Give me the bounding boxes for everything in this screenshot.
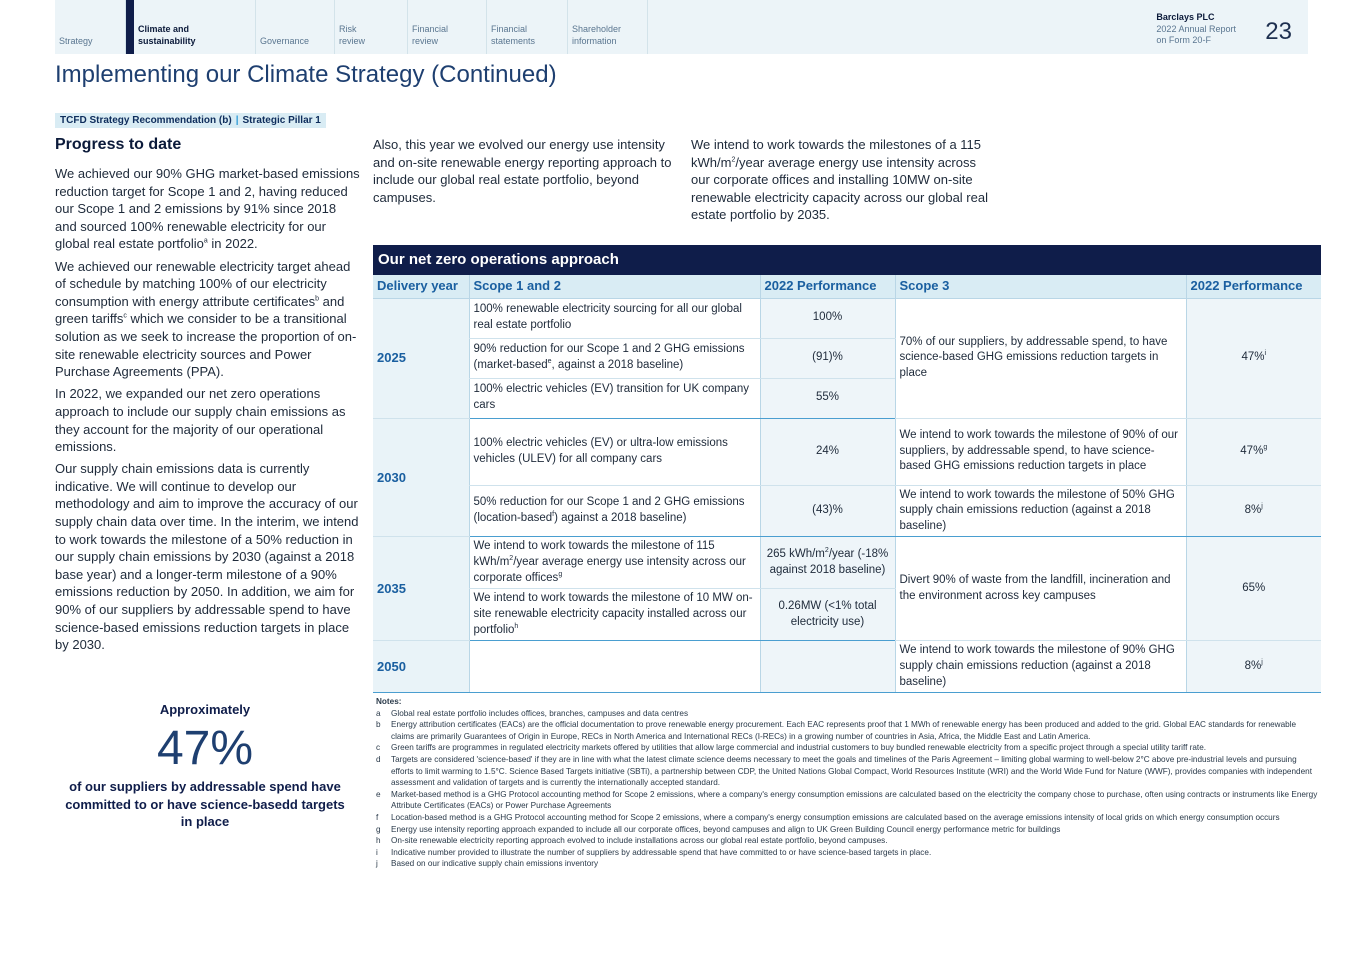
company-name: Barclays PLC	[1156, 12, 1215, 22]
approach-table	[373, 275, 1321, 693]
scope12-text: 100% electric vehicles (EV) transition for UK company cars	[469, 378, 760, 418]
scope3-text: We intend to work towards the milestone of 90% of our suppliers, by addressable spend, to have science-based GHG emissions reduction targets in place	[895, 418, 1186, 485]
tcfd-label	[55, 113, 326, 128]
scope12-text: 50% reduction for our Scope 1 and 2 GHG emissions (location-based$^f$) against a 2018 baseline)	[469, 485, 760, 537]
footnotes	[376, 696, 1321, 870]
paragraph-4: Our supply chain emissions data is currently indicative. We will continue to develop our methodology and aim to improve the accuracy of our supply chain data over time. In the interim, we intend to work towards the milestone of a 50% reduction in our supply chain emissions by 2030 (against a 2018 base year) and a longer-term milestone of a 90% emissions reduction by 2050. In addition, we aim for 90% of our suppliers by addressable spend to have science-based emissions reduction targets in place by 2030.	[55, 461, 359, 653]
scope12-text-empty	[469, 641, 760, 693]
tab-climate-and-sustainability[interactable]: Climate and sustainability	[134, 0, 256, 54]
scope12-text: We intend to work towards the milestone of 115 kWh/$m^2$/year average energy use intensity across our corporate offices$^g$	[469, 537, 760, 589]
year-2050: 2050	[373, 641, 469, 693]
note-item: i Indicative number provided to illustrate the number of suppliers by addressable spend that have committed to or have science-based targets in place.	[376, 847, 932, 857]
scope12-perf: (91)%	[760, 338, 895, 378]
tab-shareholder-information[interactable]: Shareholder information	[568, 0, 648, 54]
scope12-perf: 265 kWh/$m^2$/year (-18% against 2018 baseline)	[760, 537, 895, 589]
stat-approx: Approximately	[159, 702, 251, 717]
active-tab-marker	[126, 0, 134, 54]
note-item: j Based on our indicative supply chain emissions inventory	[376, 859, 599, 869]
header-delivery-year: Delivery year	[373, 275, 469, 298]
scope12-perf: 55%	[760, 378, 895, 418]
header-scope-3: Scope 3	[895, 275, 1186, 298]
note-item: f Location-based method is a GHG Protocol accounting method for Scope 2 emissions, where a company's energy consumption emissions are calculated based on the average emissions intensity of local grids on which energy consumption occurs	[376, 812, 1280, 822]
scope3-text: We intend to work towards the milestone of 50% GHG supply chain emissions reduction (against a 2018 baseline)	[895, 485, 1186, 537]
scope3-perf: 8%$^j$	[1186, 641, 1321, 693]
year-2030: 2030	[373, 418, 469, 537]
tab-strategy[interactable]: Strategy	[55, 0, 126, 54]
table-row	[373, 298, 1321, 338]
note-item: e Market-based method is a GHG Protocol accounting method for Scope 2 emissions, where a company's energy consumption emissions are calculated based on the electricity the company chose to purchase, often using contracts or instruments like Energy Attribute Certificates (EACs) or Power Purchase Agreements	[376, 789, 1318, 811]
note-item: a Global real estate portfolio includes offices, branches, campuses and data centres	[376, 708, 689, 718]
header-scope-1-2: Scope 1 and 2	[469, 275, 760, 298]
table-title: Our net zero operations approach	[373, 245, 1321, 275]
table-row	[373, 641, 1321, 693]
scope12-text: 100% electric vehicles (EV) or ultra-low emissions vehicles (ULEV) for all company cars	[469, 418, 760, 485]
tcfd-pillar: Strategic Pillar 1	[242, 115, 321, 126]
scope12-perf: 100%	[760, 298, 895, 338]
note-item: h On-site renewable electricity reporting approach evolved to include installations across our global real estate portfolio, beyond campuses.	[376, 836, 888, 846]
notes-heading: Notes:	[376, 697, 402, 706]
scope3-text: We intend to work towards the milestone of 90% GHG supply chain emissions reduction (against a 2018 baseline)	[895, 641, 1186, 693]
paragraph-2: We achieved our renewable electricity target ahead of schedule by matching 100% of our electricity consumption with energy attribute certificates$^b$ and green tariffs$^c$ which we consider to be a transitional solution as we seek to increase the proportion of on-site renewable electricity sources and Power Purchase Agreements (PPA).	[55, 258, 357, 380]
page-number: 23	[1265, 18, 1292, 45]
scope12-perf-empty	[760, 641, 895, 693]
table-row	[373, 537, 1321, 589]
scope12-perf: 24%	[760, 418, 895, 485]
tcfd-recommendation: TCFD Strategy Recommendation (b)	[60, 115, 232, 126]
tcfd-separator: |	[235, 115, 239, 126]
scope3-perf: 47%$^g$	[1186, 418, 1321, 485]
table-row	[373, 485, 1321, 537]
scope12-text: 90% reduction for our Scope 1 and 2 GHG emissions (market-based$^e$, against a 2018 baseline)	[469, 338, 760, 378]
middle-paragraph: Also, this year we evolved our energy use intensity and on-site renewable energy reporting approach to include our global real estate portfolio, beyond campuses.	[373, 137, 672, 205]
table-header-row	[373, 275, 1321, 298]
left-column	[55, 165, 360, 658]
scope12-perf: 0.26MW (<1% total electricity use)	[760, 589, 895, 641]
table-row	[373, 418, 1321, 485]
tab-governance[interactable]: Governance	[256, 0, 335, 54]
report-brand	[1156, 12, 1236, 47]
scope3-text: 70% of our suppliers, by addressable spend, to have science-based GHG emissions reduction targets in place	[895, 298, 1186, 418]
paragraph-3: In 2022, we expanded our net zero operations approach to include our supply chain emissions as they account for the majority of our operational emissions.	[55, 386, 346, 455]
supplier-stat	[65, 702, 345, 831]
stat-description: of our suppliers by addressable spend have committed to or have science-basedd targets in place	[65, 779, 345, 829]
stat-value: 47%	[156, 722, 254, 775]
note-item: b Energy attribution certificates (EACs) are the official documentation to prove renewable energy procurement. Each EAC represents proof that 1 MWh of renewable energy has been produced and added to the grid. Global EAC standards for renewable claims are primarily Guarantees of Origin in Europe, RECs in North America and International RECs (I-RECs) in a growing number of countries in Asia, Africa, the Middle East and Latin America.	[376, 720, 1297, 741]
scope3-perf: 8%$^j$	[1186, 485, 1321, 537]
scope12-text: 100% renewable electricity sourcing for all our global real estate portfolio	[469, 298, 760, 338]
year-2035: 2035	[373, 537, 469, 641]
tab-risk-review[interactable]: Risk review	[335, 0, 408, 54]
right-paragraph: We intend to work towards the milestones of a 115 kWh/$m^2$/year average energy use intensity across our corporate offices and installing 10MW on-site renewable electricity capacity across our global real estate portfolio by 2035.	[691, 137, 988, 223]
header-performance-2: 2022 Performance	[1186, 275, 1321, 298]
scope3-perf: 65%	[1186, 537, 1321, 641]
year-2025: 2025	[373, 298, 469, 418]
header-performance-1: 2022 Performance	[760, 275, 895, 298]
net-zero-table	[373, 245, 1321, 693]
scope12-text: We intend to work towards the milestone of 10 MW on-site renewable electricity capacity installed across our portfolio$^h$	[469, 589, 760, 641]
page-title: Implementing our Climate Strategy (Continued)	[55, 61, 557, 88]
tab-financial-review[interactable]: Financial review	[408, 0, 487, 54]
scope3-text: Divert 90% of waste from the landfill, incineration and the environment across key campuses	[895, 537, 1186, 641]
scope3-perf: 47%$^i$	[1186, 298, 1321, 418]
note-item: g Energy use intensity reporting approach expanded to include all our corporate offices, beyond campuses and align to UK Green Building Council energy performance metric for buildings	[376, 824, 1061, 834]
tab-financial-statements[interactable]: Financial statements	[487, 0, 568, 54]
report-line-1: 2022 Annual Report	[1156, 23, 1236, 34]
paragraph-1: We achieved our 90% GHG market-based emissions reduction target for Scope 1 and 2, having reduced our Scope 1 and 2 emissions by 91% since 2018 and sourced 100% renewable electricity for our global real estate portfolio$^a$ in 2022.	[55, 166, 360, 252]
report-line-2: on Form 20-F	[1156, 35, 1211, 45]
progress-heading: Progress to date	[55, 136, 182, 153]
note-item: d Targets are considered 'science-based' if they are in line with what the latest climate science deems necessary to meet the goals and timelines of the Paris Agreement – limiting global warming to well-below 2°C above pre-industrial levels and pursuing efforts to limit warming to 1.5°C. Science Based Targets initiative (SBTi), a partnership between CDP, the United Nations Global Compact, World Resources Institute (WRI) and the World Wide Fund for Nature (WWF), provides companies with independent assessment and validation of targets and is currently the internationally accepted standard.	[376, 754, 1312, 788]
top-navigation	[55, 0, 1308, 54]
note-item: c Green tariffs are programmes in regulated electricity markets offered by utilities that allow large commercial and industrial customers to buy bundled renewable electricity from a specific project through a special utility tariff rate.	[376, 743, 1207, 753]
scope12-perf: (43)%	[760, 485, 895, 537]
